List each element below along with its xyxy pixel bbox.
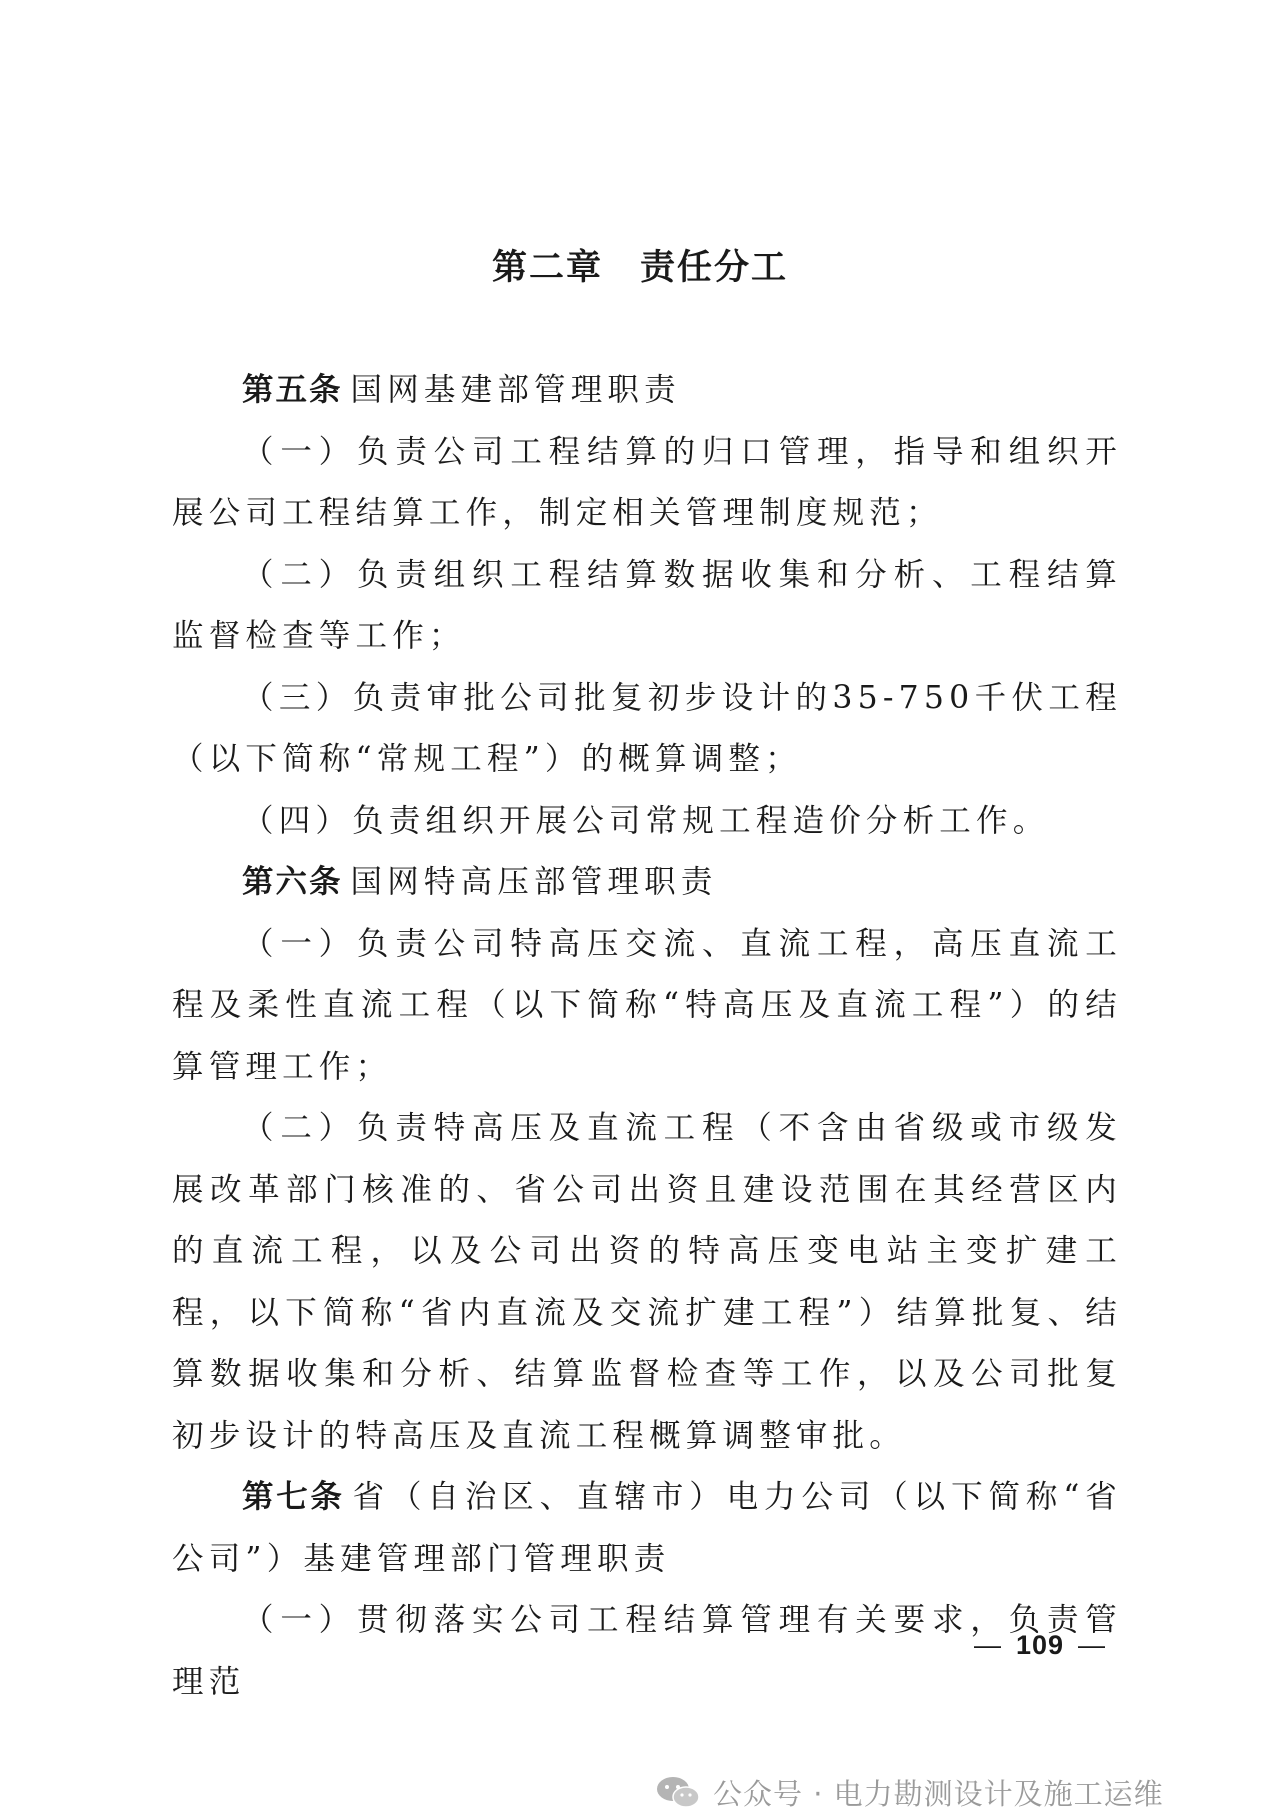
article-item: （一）负责公司特高压交流、直流工程，高压直流工程及柔性直流工程（以下简称“特高压及直流工程”）的结算管理工作； bbox=[172, 925, 1122, 1085]
chapter-title: 第二章 责任分工 bbox=[491, 248, 788, 288]
article-item: （二）负责组织工程结算数据收集和分析、工程结算监督检查等工作； bbox=[172, 556, 1122, 654]
page-number-value: 109 bbox=[1015, 1630, 1065, 1660]
document-body bbox=[172, 360, 1122, 1713]
article-5 bbox=[172, 360, 1122, 422]
article-6 bbox=[172, 852, 1122, 914]
article-item: （二）负责特高压及直流工程（不含由省级或市级发展改革部门核准的、省公司出资且建设范围在其经营区内的直流工程，以及公司出资的特高压变电站主变扩建工程，以下简称“省内直流及交流扩建工程”）结算批复、结算数据收集和分析、结算监督检查等工作，以及公司批复初步设计的特高压及直流工程概算调整审批。 bbox=[172, 1110, 1122, 1454]
watermark-text: 公众号 · 电力勘测设计及施工运维 bbox=[713, 1776, 1164, 1811]
article-title: 省（自治区、直辖市）电力公司（以下简称“省公司”）基建管理部门管理职责 bbox=[172, 1479, 1122, 1577]
article-title: 国网基建部管理职责 bbox=[350, 372, 681, 408]
article-7 bbox=[172, 1467, 1122, 1590]
page-number bbox=[930, 1630, 1150, 1661]
article-head: 第五条 bbox=[242, 372, 343, 408]
article-item: （一）负责公司工程结算的归口管理，指导和组织开展公司工程结算工作，制定相关管理制度规范； bbox=[172, 433, 1122, 531]
page-number-dash-right: — bbox=[1078, 1630, 1107, 1660]
article-title: 国网特高压部管理职责 bbox=[350, 864, 718, 900]
page-number-dash-left: — bbox=[973, 1630, 1002, 1660]
article-item: （四）负责组织开展公司常规工程造价分析工作。 bbox=[242, 802, 1050, 839]
watermark bbox=[655, 1775, 1164, 1809]
article-head: 第七条 bbox=[242, 1479, 345, 1515]
article-item: （一）贯彻落实公司工程结算管理有关要求，负责管理范 bbox=[172, 1602, 1122, 1700]
article-item: （三）负责审批公司批复初步设计的35-750千伏工程（以下简称“常规工程”）的概算调整； bbox=[172, 679, 1122, 777]
article-head: 第六条 bbox=[242, 864, 343, 900]
wechat-icon bbox=[655, 1775, 701, 1809]
